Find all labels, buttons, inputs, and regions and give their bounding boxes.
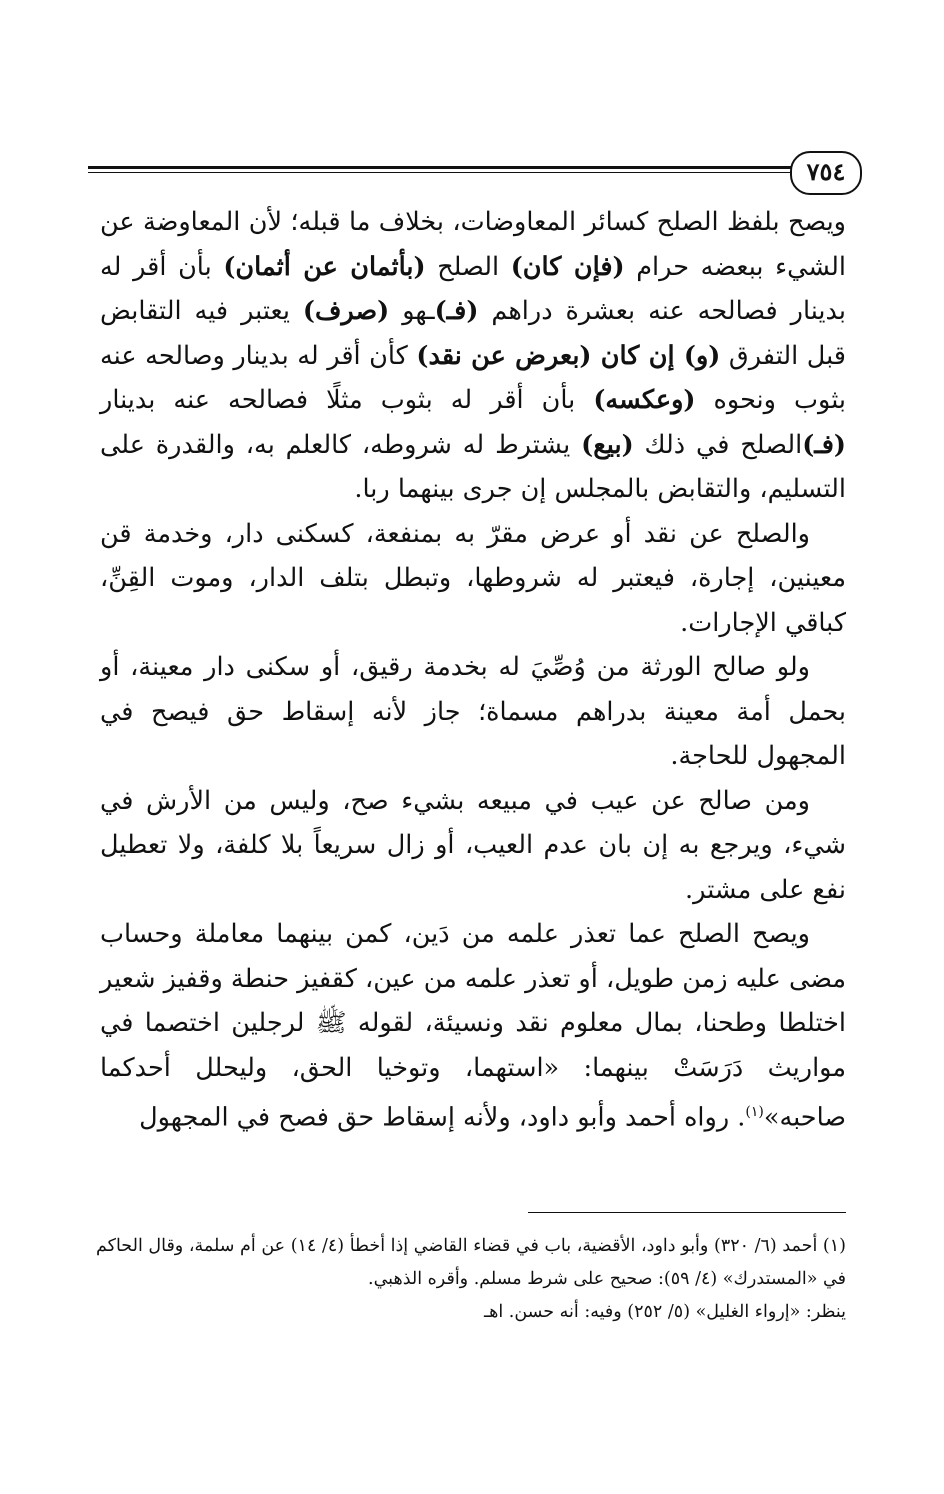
text-run: الصلح	[425, 251, 511, 282]
bold-term: (فـ)	[434, 296, 479, 326]
footnote-1-continued: ينظر: «إرواء الغليل» (٥/ ٢٥٢) وفيه: أنه حسن. اهـ	[484, 1302, 846, 1322]
bold-term: (فإن كان)	[510, 251, 625, 282]
bold-term: (بيع)	[581, 429, 634, 460]
paragraph	[100, 779, 846, 913]
text-run: بأن أقر له بدينار فصالحه عنه بعشرة دراهم	[100, 251, 846, 326]
text-run: ويصح بلفظ الصلح كسائر المعاوضات، بخلاف ما قبله؛ لأن المعاوضة عن الشيء ببعضه حرام	[100, 207, 846, 282]
footnote-ref: (١)	[745, 1104, 764, 1120]
text-run: يعتبر فيه التقابض قبل التفرق	[100, 296, 846, 371]
text-run: والصلح عن نقد أو عرض مقرّ به بمنفعة، كسكنى دار، وخدمة قن معينين، إجارة، فيعتبر له شروطها، وتبطل بتلف الدار، وموت القِنِّ، كباقي الإجارات.	[100, 518, 846, 638]
bold-term: (و) إن كان (بعرض عن نقد)	[416, 340, 721, 371]
text-run: كأن أقر له بدينار وصالحه عنه بثوب ونحوه	[100, 340, 846, 415]
text-run: ولو صالح الورثة من وُصِّيَ له بخدمة رقيق، أو سكنى دار معينة، أو بحمل أمة معينة بدراهم مسماة؛ جاز لأنه إسقاط حق فيصح في المجهول للحاجة.	[100, 652, 846, 771]
page-number: ٧٥٤	[790, 151, 862, 195]
text-run: يشترط له شروطه، كالعلم به، والقدرة على التسليم، والتقابض بالمجلس إن جرى بينهما ربا.	[100, 429, 846, 504]
text-run: ومن صالح عن عيب في مبيعه بشيء صح، وليس من الأرش في شيء، ويرجع به إن بان عدم العيب، أو زال سريعاً بلا كلفة، ولا تعطيل نفع على مشتر.	[100, 785, 846, 905]
footnote-separator	[528, 1212, 846, 1213]
text-run: بأن أقر له بثوب مثلًا فصالحه عنه بدينار	[100, 385, 594, 415]
bold-term: (صرف)	[302, 296, 390, 326]
paragraph	[100, 912, 846, 1140]
bold-term: (وعكسه)	[593, 385, 696, 415]
text-run: الصلح في ذلك	[633, 429, 803, 460]
footnotes	[96, 1230, 846, 1329]
bold-term: (فـ)	[802, 429, 846, 460]
footnote-1: (١) أحمد (٦/ ٣٢٠) وأبو داود، الأقضية، باب في قضاء القاضي إذا أخطأ (٤/ ١٤) عن أم سلمة، وقال الحاكم في «المستدرك» (٤/ ٥٩): صحيح على شرط مسلم. وأقره الذهبي.	[96, 1236, 846, 1289]
text-run: ويصح الصلح عما تعذر علمه من دَين، كمن بينهما معاملة وحساب مضى عليه زمن طويل، أو تعذر علمه من عين، كقفيز حنطة وقفيز شعير اختلطا وطحنا، بمال معلوم نقد ونسيئة، لقوله ﷺ لرجلين اختصما في مواريث دَرَسَتْ بينهما: «استهما، وتوخيا الحق، وليحلل أحدكما صاحبه»	[100, 919, 846, 1133]
paragraph	[100, 512, 846, 646]
text-run: ـهو	[389, 296, 435, 326]
header-rule-thin	[88, 172, 848, 173]
paragraph	[100, 645, 846, 779]
bold-term: (بأثمان عن أثمان)	[223, 251, 426, 282]
paragraph	[100, 200, 846, 512]
text-run: . رواه أحمد وأبو داود، ولأنه إسقاط حق فصح في المجهول	[139, 1102, 746, 1133]
header-rule	[88, 166, 848, 176]
header-rule-thick	[88, 166, 848, 169]
main-text	[100, 200, 846, 1140]
